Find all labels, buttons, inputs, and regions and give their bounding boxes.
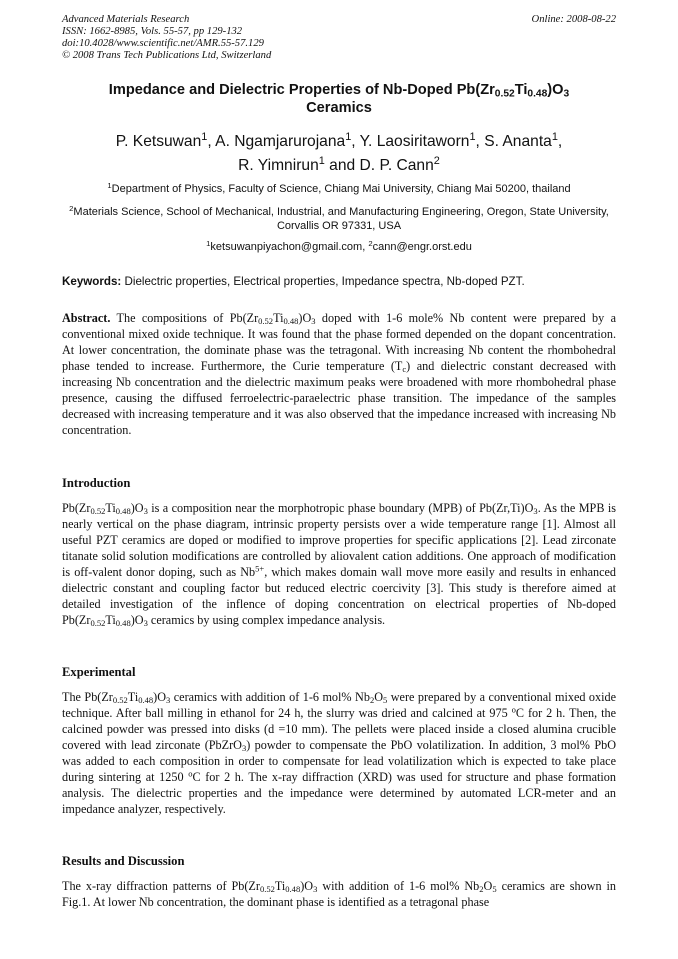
- author: A. Ngamjarurojana: [215, 133, 346, 150]
- online-date: Online: 2008-08-22: [531, 14, 616, 25]
- affiliation-1: $^1$Department of Physics, Faculty of Science, Chiang Mai University, Chiang Mai 50200, thailand: [107, 180, 571, 195]
- issn-line: ISSN: 1662-8985, Vols. 55-57, pp 129-132: [62, 26, 243, 37]
- abstract-label: Abstract.: [62, 311, 111, 325]
- keywords: Keywords: Dielectric properties, Electrical properties, Impedance spectra, Nb-doped PZT.: [62, 275, 525, 288]
- running-header: [62, 14, 616, 62]
- section-heading: Results and Discussion: [62, 854, 185, 868]
- email-link[interactable]: ketsuwanpiyachon@gmail.com,: [210, 241, 369, 253]
- abstract: Abstract. The compositions of $Pb(Zr_{0.52}Ti_{0.48})O_3$ doped with 1-6 mole% Nb content were prepared by a conventional mixed oxide technique. It was found that the phase formed depended on the dopant concentration. At lower concentration, the dominate phase was the tetragonal. With increasing Nb content the rhombohedral phase tended to increase. Furthermore, the Curie temperature $(T_c)$ and dielectric constant decreased with increasing Nb concentration and the dielectric maximum peaks were broadened with more rhombohedral phase presence, causing the diffused ferroelectric-paraelectric phase transition. The impedance of the samples decreased with increasing temperature and it was also observed that the impedance increased with increasing Nb concentration.: [62, 311, 616, 437]
- introduction-text: $Pb(Zr_{0.52}Ti_{0.48})O_3$ is a composition near the morphotropic phase boundary (MPB) of $Pb(Zr,Ti)O_3$. As the MPB is nearly vertical on the phase diagram, intrinsic property persists over a wide temperature range [1]. Almost all useful PZT ceramics are doped or modified to improve properties for specific applications [2]. Lead zirconate titanate solid solution modifications are controlled by aliovalent cation additions. One approach of modification is off-valent donor doping, such as $Nb^{5+}$, which makes domain wall move more easily and results in enhanced dielectric constant and coupling factor but reduced electric coercivity [3]. This study is therefore aimed at detailed investigation of the inflence of doping concentration on electrical properties of Nb-doped $Pb(Zr_{0.52}Ti_{0.48})O_3$ ceramics by using complex impedance analysis.: [62, 501, 617, 629]
- section-heading: Introduction: [62, 476, 131, 490]
- journal-name: Advanced Materials Research: [62, 14, 190, 25]
- copyright-line: © 2008 Trans Tech Publications Ltd, Switzerland: [62, 50, 272, 61]
- affiliation-2: $^2$Materials Science, School of Mechanical, Industrial, and Manufacturing Engineering, Oregon, State University, Corvallis OR 97331, USA: [69, 203, 609, 232]
- author: D. P. Cann: [359, 157, 434, 174]
- author: S. Ananta: [484, 133, 552, 150]
- author-list: P. Ketsuwan$^1$, A. Ngamjarurojana$^1$, Y. Laosiritaworn$^1$, S. Ananta$^1$, R. Yimnirun$^1$ and D. P. Cann$^2$: [115, 131, 563, 174]
- experimental-text: The $Pb(Zr_{0.52}Ti_{0.48})O_3$ ceramics with addition of 1-6 mol% $Nb_2O_5$ were prepared by a conventional mixed oxide technique. After ball milling in ethanol for 24 h, the slurry was dried and calcined at 975 $^o$C for 2 h. Then, the calcined powder was pressed into disks (d =10 mm). The pellets were placed inside a closed alumina crucible covered with lead zirconate (PbZrO$_3$) powder to compensate the PbO volatilization. In addition, 3 mol% PbO was added to each composition in order to compensate for lead volatilization which is expected to take place during sintering at 1250 $^o$C for 2 h. The x-ray diffraction (XRD) was used for structure and phase formation analysis. The dielectric properties and the impedance were determined by automated LCR-meter and an impedance analyzer, respectively.: [62, 690, 616, 816]
- author: P. Ketsuwan: [115, 133, 202, 150]
- results-text: The x-ray diffraction patterns of $Pb(Zr_{0.52}Ti_{0.48})O_3$ with addition of 1-6 mol% $Nb_2O_5$ ceramics are shown in Fig.1. At lower Nb concentration, the dominant phase is identified as a tetragonal phase: [62, 879, 616, 909]
- author: Y. Laosiritaworn: [359, 133, 470, 150]
- author-emails: $^1$ketsuwanpiyachon@gmail.com, $^2$cann@engr.orst.edu: [206, 238, 472, 253]
- paper-title: Impedance and Dielectric Properties of Nb-Doped $Pb(Zr_{0.52}Ti_{0.48})O_3$ Ceramics: [108, 82, 570, 116]
- keywords-label: Keywords:: [62, 275, 122, 288]
- email-link[interactable]: cann@engr.orst.edu: [372, 241, 472, 253]
- section-heading: Experimental: [62, 665, 136, 679]
- author: R. Yimnirun: [238, 157, 319, 174]
- doi-line: doi:10.4028/www.scientific.net/AMR.55-57.129: [62, 38, 264, 49]
